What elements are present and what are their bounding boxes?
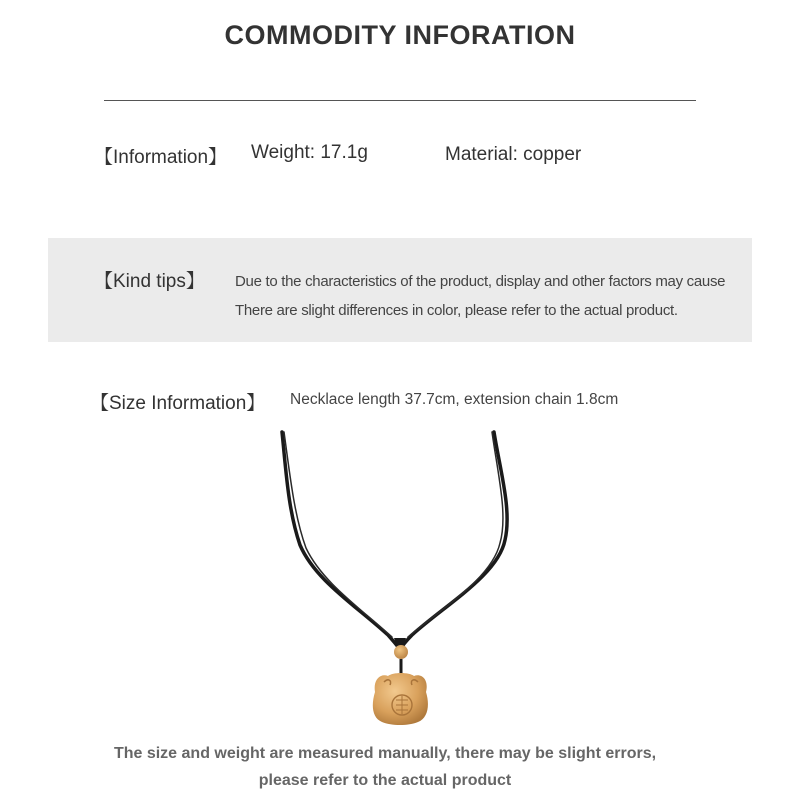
footer-note-line: The size and weight are measured manually, there may be slight errors, [113,745,657,762]
kind-tips-label: 【Kind tips】 [94,271,205,292]
footer-note-line: please refer to the actual product [258,772,512,789]
weight-value: Weight: 17.1g [251,142,368,163]
information-label: 【Information】 [94,147,228,168]
size-information-row [90,388,740,418]
title-divider [104,100,696,101]
necklace-cord-left [282,432,400,650]
footer-note [0,740,770,794]
kind-tips-text [235,267,745,325]
kind-tips-band [48,238,752,342]
size-information-label: 【Size Information】 [90,393,266,414]
kind-tips-line: There are slight differences in color, please refer to the actual product. [235,302,678,319]
page-title: COMMODITY INFORATION [224,20,576,50]
information-row [94,142,734,172]
necklace-illustration [260,430,540,730]
size-information-text: Necklace length 37.7cm, extension chain 1.8cm [290,391,619,408]
pendant-charm [373,673,428,725]
kind-tips-line: Due to the characteristics of the product, display and other factors may cause [235,273,726,290]
gold-bead [394,645,408,659]
necklace-cord-right [400,432,507,650]
material-value: Material: copper [445,144,582,165]
product-image [260,430,540,730]
